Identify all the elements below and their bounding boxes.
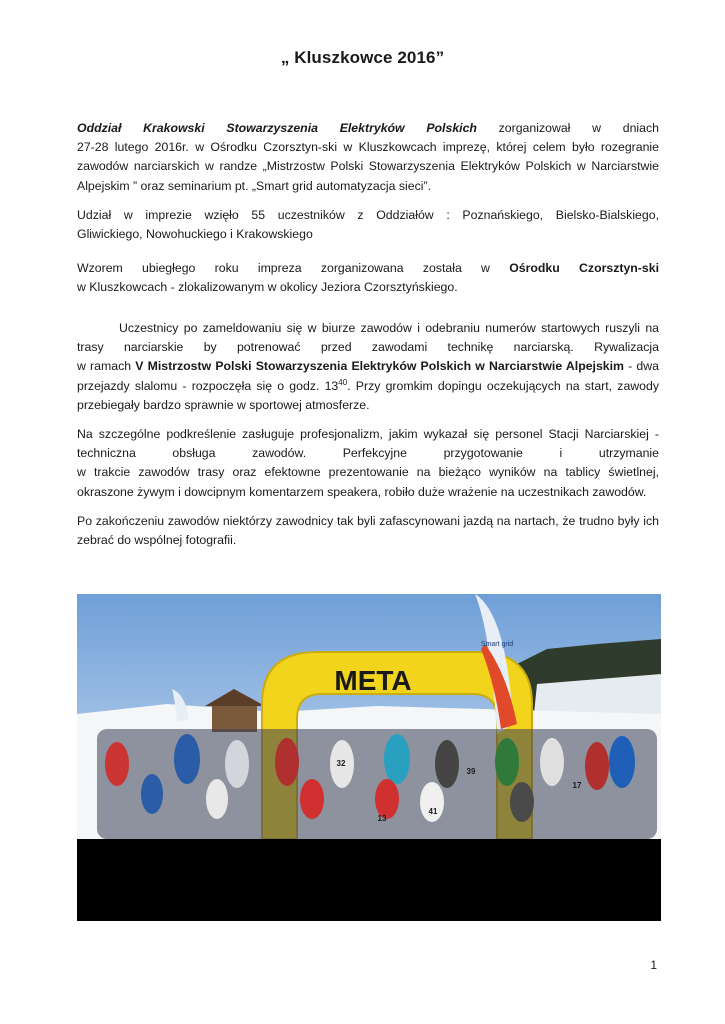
paragraph-venue bbox=[77, 259, 659, 297]
org-name-word: Polskich bbox=[426, 121, 477, 135]
org-name-word: Krakowski bbox=[143, 121, 205, 135]
venue-intro-text: Wzorem ubiegłego roku impreza zorganizowana została w bbox=[77, 261, 490, 275]
championship-name: V Mistrzostw Polski Stowarzyszenia Elektryków Polskich w Narciarstwie Alpejskim bbox=[135, 359, 624, 374]
paragraph-competition-line-2: trasy narciarskie by potrenować przed zawodami technikę narciarską. Rywalizacja bbox=[77, 340, 659, 355]
paragraph-staff-line-1: Na szczególne podkreślenie zasługuje profesjonalizm, jakim wykazał się personel Stacji Narciarskiej - bbox=[77, 427, 659, 441]
text-fragment: przejazdy slalomu - rozpoczęła się o godz. 13 bbox=[77, 378, 339, 393]
skier bbox=[510, 782, 534, 822]
text-word: dniach bbox=[622, 121, 659, 135]
skier bbox=[384, 734, 410, 784]
paragraph-intro-line-3: zawodów narciarskich w randze „Mistrzostw Polski Stowarzyszenia Elektryków Polskich w Narciarstwie bbox=[77, 159, 659, 174]
text-fragment: w ramach bbox=[77, 359, 132, 374]
paragraph-competition-line-1: Uczestnicy po zameldowaniu się w biurze zawodów i odebraniu numerów startowych ruszyli na bbox=[119, 321, 659, 335]
group-photo bbox=[77, 594, 661, 921]
skier bbox=[585, 742, 609, 790]
chalet bbox=[212, 704, 257, 732]
group-photo-illustration bbox=[77, 594, 661, 921]
bib-number: 17 bbox=[572, 781, 582, 790]
bib-number: 13 bbox=[377, 814, 387, 823]
skier bbox=[609, 736, 635, 788]
page-number: 1 bbox=[650, 958, 657, 972]
paragraph-intro-line-1 bbox=[77, 119, 659, 138]
paragraph-participants-line-2: Gliwickiego, Nowohuckiego i Krakowskiego bbox=[77, 227, 313, 242]
paragraph-intro-line-4: Alpejskim ” oraz seminarium pt. „Smart grid automatyzacja sieci”. bbox=[77, 178, 431, 193]
skier bbox=[435, 740, 459, 788]
text-fragment: - dwa bbox=[628, 359, 659, 374]
org-name-word: Oddział bbox=[77, 121, 122, 135]
venue-name: Ośrodku Czorsztyn-ski bbox=[509, 261, 659, 275]
org-name-word: Stowarzyszenia bbox=[226, 121, 318, 135]
paragraph-competition-line-5: przebiegały bardzo sprawnie w sportowej atmosferze. bbox=[77, 397, 370, 412]
bib-number: 41 bbox=[428, 807, 438, 816]
paragraph-venue-line-2: w Kluszkowcach - zlokalizowanym w okolicy Jeziora Czorsztyńskiego. bbox=[77, 280, 458, 295]
skier bbox=[540, 738, 564, 786]
paragraph-competition-line-4 bbox=[77, 377, 659, 396]
photo-black-band bbox=[77, 839, 661, 921]
skier-group bbox=[97, 729, 657, 839]
paragraph-staff-line-2: techniczna obsługa zawodów. Perfekcyjne przygotowanie i utrzymanie bbox=[77, 446, 659, 461]
paragraph-venue-line-1 bbox=[77, 259, 659, 278]
skier bbox=[206, 779, 228, 819]
skier bbox=[300, 779, 324, 819]
skier bbox=[495, 738, 519, 786]
paragraph-photo-intro bbox=[77, 512, 659, 550]
skier bbox=[105, 742, 129, 786]
bib-number: 32 bbox=[336, 759, 346, 768]
text-fragment: . Przy gromkim dopingu oczekujących na start, zawody bbox=[347, 378, 659, 393]
page-title: „ Kluszkowce 2016” bbox=[280, 48, 445, 67]
paragraph-participants-line-1: Udział w imprezie wzięło 55 uczestników z Oddziałów : Poznańskiego, Bielsko-Bialskiego, bbox=[77, 208, 659, 222]
time-superscript: 40 bbox=[338, 377, 348, 387]
skier bbox=[275, 738, 299, 786]
skier bbox=[375, 779, 399, 819]
paragraph-competition-line-3 bbox=[77, 357, 659, 376]
skier bbox=[225, 740, 249, 788]
text-word: w bbox=[592, 121, 602, 135]
paragraph-photo-intro-line-1: Po zakończeniu zawodów niektórzy zawodnicy tak byli zafascynowani jazdą na nartach, że trudno były ich bbox=[77, 514, 659, 528]
skier bbox=[174, 734, 200, 784]
skier bbox=[141, 774, 163, 814]
arch-label: META bbox=[334, 665, 412, 696]
paragraph-staff-line-4: okraszone żywym i dowcipnym komentarzem speakera, robiło duże wrażenie na uczestnikach zawodów. bbox=[77, 484, 647, 499]
paragraph-competition bbox=[77, 319, 659, 415]
paragraph-staff bbox=[77, 425, 659, 502]
text-word: zorganizował bbox=[498, 121, 571, 135]
paragraph-intro-line-2: 27-28 lutego 2016r. w Ośrodku Czorsztyn-ski w Kluszkowcach imprezę, której celem było rozegranie bbox=[77, 140, 659, 155]
paragraph-staff-line-3: w trakcie zawodów trasy oraz efektowne prezentowanie na bieżąco wyników na tablicy świetlnej, bbox=[77, 465, 659, 480]
banner-flag-text: Smart grid bbox=[480, 641, 514, 648]
org-name-word: Elektryków bbox=[339, 121, 405, 135]
paragraph-participants bbox=[77, 206, 659, 244]
bib-number: 39 bbox=[466, 767, 476, 776]
paragraph-intro bbox=[77, 119, 659, 196]
paragraph-photo-intro-line-2: zebrać do wspólnej fotografii. bbox=[77, 533, 237, 548]
skier bbox=[420, 782, 444, 822]
